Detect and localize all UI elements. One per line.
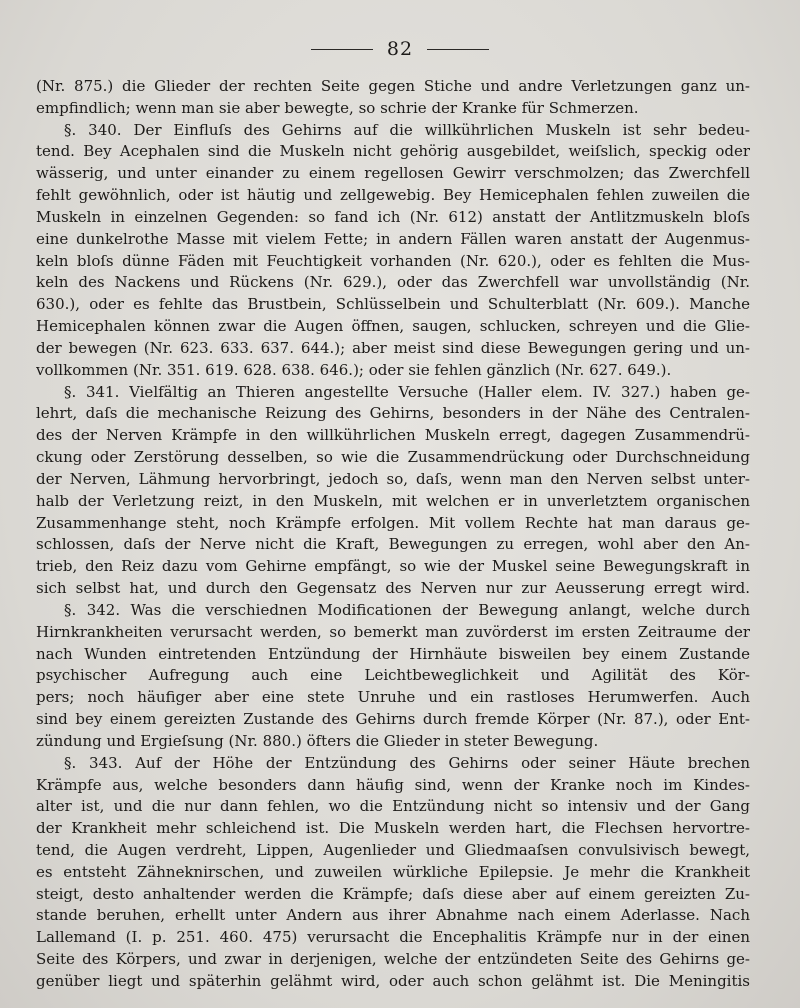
text-line: §. 343. Auf der Höhe der Entzündung des Gehirns oder seiner Häute brechen bbox=[64, 753, 750, 772]
header-rule-right bbox=[427, 49, 489, 50]
text-line: pers; noch häufiger aber eine stete Unruhe und ein rastloses Herumwerfen. Auch bbox=[36, 688, 750, 707]
page-number: 82 bbox=[386, 38, 414, 60]
text-line: fehlt gewöhnlich, oder ist häutig und zellgewebig. Bey Hemicephalen fehlen zuweilen die bbox=[36, 186, 750, 205]
text-line: tend, die Augen verdreht, Lippen, Augenlieder und Gliedmaaſsen convulsivisch bewegt, bbox=[36, 840, 750, 859]
text-line: Lallemand (I. p. 251. 460. 475) verursacht die Encephalitis Krämpfe nur in der einen bbox=[36, 928, 750, 947]
text-line: (Nr. 875.) die Glieder der rechten Seite gegen Stiche und andre Verletzungen ganz un- bbox=[36, 77, 750, 95]
text-line: zündung und Ergieſsung (Nr. 880.) öfters die Glieder in steter Bewegung. bbox=[36, 731, 599, 750]
text-line: vollkommen (Nr. 351. 619. 628. 638. 646.); oder sie fehlen gänzlich (Nr. 627. 649.). bbox=[36, 360, 672, 379]
text-line: §. 342. Was die verschiednen Modificationen der Bewegung anlangt, welche durch bbox=[64, 600, 750, 619]
text-line: genüber liegt und späterhin gelähmt wird, oder auch schon gelähmt ist. Die Meningitis bbox=[36, 971, 750, 990]
text-line: eine dunkelrothe Masse mit vielem Fette; in andern Fällen waren anstatt der Augenmus- bbox=[36, 229, 750, 248]
text-line: sind bey einem gereizten Zustande des Gehirns durch fremde Körper (Nr. 87.), oder Ent- bbox=[36, 710, 750, 729]
text-line: alter ist, und die nur dann fehlen, wo die Entzündung nicht so intensiv und der Gang bbox=[36, 797, 750, 816]
text-line: wässerig, und unter einander zu einem regellosen Gewirr verschmolzen; das Zwerchfell bbox=[36, 164, 750, 183]
text-line: der Krankheit mehr schleichend ist. Die Muskeln werden hart, die Flechsen hervortre- bbox=[36, 819, 750, 838]
text-line: steigt, desto anhaltender werden die Krämpfe; daſs diese aber auf einem gereizten Zu- bbox=[36, 884, 750, 903]
text-line: §. 341. Vielfältig an Thieren angestellte Versuche (Haller elem. IV. 327.) haben ge- bbox=[64, 382, 750, 401]
text-line: tend. Bey Acephalen sind die Muskeln nicht gehörig ausgebildet, weiſslich, speckig oder bbox=[36, 142, 750, 161]
text-line: es entsteht Zähneknirschen, und zuweilen würkliche Epilepsie. Je mehr die Krankheit bbox=[36, 862, 750, 881]
body-text bbox=[36, 76, 750, 993]
text-line: Krämpfe aus, welche besonders dann häufig sind, wenn der Kranke noch im Kindes- bbox=[36, 775, 750, 794]
text-line: stande beruhen, erhellt unter Andern aus ihrer Abnahme nach einem Aderlasse. Nach bbox=[36, 906, 750, 925]
text-line: trieb, den Reiz dazu vom Gehirne empfängt, so wie der Muskel seine Bewegungskraft in bbox=[36, 557, 750, 576]
header-rule-left bbox=[311, 49, 373, 50]
text-line: Muskeln in einzelnen Gegenden: so fand ich (Nr. 612) anstatt der Antlitzmuskeln bloſs bbox=[36, 207, 750, 226]
text-line: Hemicephalen können zwar die Augen öffnen, saugen, schlucken, schreyen und die Glie- bbox=[36, 317, 750, 336]
text-line: ckung oder Zerstörung desselben, so wie die Zusammendrückung oder Durchschneidung bbox=[36, 448, 750, 467]
text-line: Seite des Körpers, und zwar in derjenigen, welche der entzündeten Seite des Gehirns ge- bbox=[36, 950, 750, 969]
text-line: schlossen, daſs der Nerve nicht die Kraft, Bewegungen zu erregen, wohl aber den An- bbox=[36, 535, 750, 554]
text-line: 630.), oder es fehlte das Brustbein, Schlüsselbein und Schulterblatt (Nr. 609.). Manche bbox=[36, 295, 750, 314]
text-line: keln des Nackens und Rückens (Nr. 629.), oder das Zwerchfell war unvollständig (Nr. bbox=[36, 273, 750, 292]
text-line: §. 340. Der Einfluſs des Gehirns auf die willkührlichen Muskeln ist sehr bedeu- bbox=[64, 120, 750, 139]
text-line: halb der Verletzung reizt, in den Muskeln, mit welchen er in unverletztem organischen bbox=[36, 491, 750, 510]
text-line: lehrt, daſs die mechanische Reizung des Gehirns, besonders in der Nähe des Centralen- bbox=[36, 404, 750, 423]
text-line: nach Wunden eintretenden Entzündung der Hirnhäute bisweilen bey einem Zustande bbox=[36, 644, 750, 663]
text-line: Hirnkrankheiten verursacht werden, so bemerkt man zuvörderst im ersten Zeitraume der bbox=[36, 622, 750, 641]
text-line: keln bloſs dünne Fäden mit Feuchtigkeit vorhanden (Nr. 620.), oder es fehlten die Mus- bbox=[36, 251, 750, 270]
text-line: sich selbst hat, und durch den Gegensatz des Nerven nur zur Aeusserung erregt wird. bbox=[36, 579, 750, 598]
text-line: Zusammenhange steht, noch Krämpfe erfolgen. Mit vollem Rechte hat man daraus ge- bbox=[36, 513, 750, 532]
text-line: der bewegen (Nr. 623. 633. 637. 644.); aber meist sind diese Bewegungen gering und un- bbox=[36, 338, 750, 357]
text-line: des der Nerven Krämpfe in den willkührlichen Muskeln erregt, dagegen Zusammendrü- bbox=[36, 426, 750, 445]
text-line: empfindlich; wenn man sie aber bewegte, so schrie der Kranke für Schmerzen. bbox=[36, 98, 639, 117]
page-header bbox=[0, 38, 800, 60]
text-line: psychischer Aufregung auch eine Leichtbeweglichkeit und Agilität des Kör- bbox=[36, 666, 750, 685]
text-line: der Nerven, Lähmung hervorbringt, jedoch so, daſs, wenn man den Nerven selbst unter- bbox=[36, 469, 750, 488]
